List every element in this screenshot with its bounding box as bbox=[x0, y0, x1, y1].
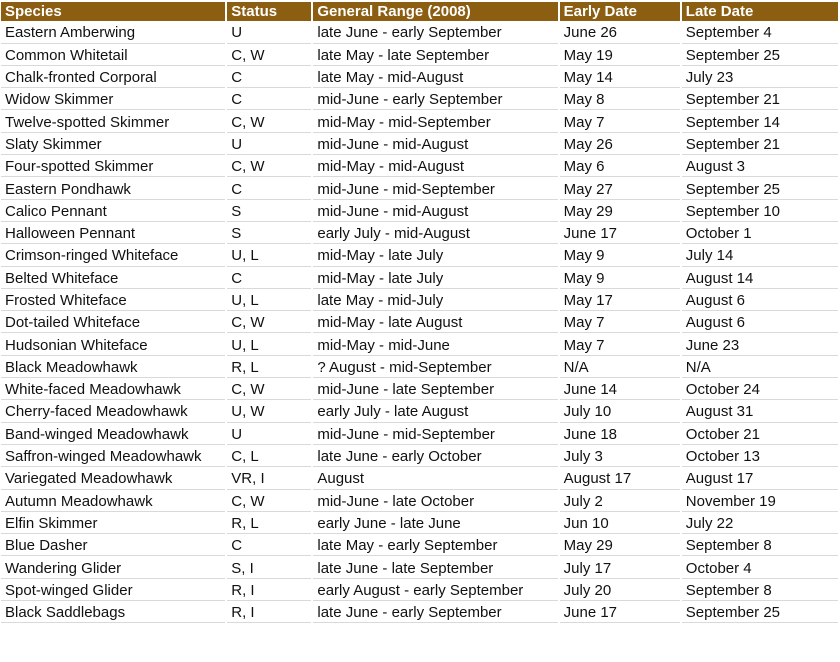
table-row bbox=[1, 157, 838, 177]
late-date-cell: October 21 bbox=[682, 425, 838, 445]
late-date-cell: October 4 bbox=[682, 558, 838, 578]
header-general-range: General Range (2008) bbox=[313, 2, 557, 21]
late-date-cell: July 23 bbox=[682, 68, 838, 88]
range-cell: late May - mid-July bbox=[313, 291, 557, 311]
early-date-cell: May 7 bbox=[560, 313, 680, 333]
status-cell: C, W bbox=[227, 157, 311, 177]
range-cell: mid-May - late August bbox=[313, 313, 557, 333]
species-cell: Band-winged Meadowhawk bbox=[1, 425, 225, 445]
range-cell: mid-June - mid-August bbox=[313, 202, 557, 222]
table-row bbox=[1, 447, 838, 467]
early-date-cell: May 7 bbox=[560, 335, 680, 355]
table-row bbox=[1, 46, 838, 66]
early-date-cell: May 29 bbox=[560, 202, 680, 222]
late-date-cell: July 14 bbox=[682, 246, 838, 266]
status-cell: U, W bbox=[227, 402, 311, 422]
species-cell: Cherry-faced Meadowhawk bbox=[1, 402, 225, 422]
status-cell: C, W bbox=[227, 380, 311, 400]
status-cell: R, L bbox=[227, 358, 311, 378]
late-date-cell: September 25 bbox=[682, 46, 838, 66]
table-row bbox=[1, 469, 838, 489]
range-cell: early July - late August bbox=[313, 402, 557, 422]
range-cell: mid-June - late September bbox=[313, 380, 557, 400]
table-row bbox=[1, 90, 838, 110]
status-cell: S bbox=[227, 224, 311, 244]
table-row bbox=[1, 380, 838, 400]
range-cell: late May - late September bbox=[313, 46, 557, 66]
status-cell: C, L bbox=[227, 447, 311, 467]
species-cell: Blue Dasher bbox=[1, 536, 225, 556]
table-row bbox=[1, 112, 838, 132]
table-row bbox=[1, 224, 838, 244]
early-date-cell: July 2 bbox=[560, 492, 680, 512]
early-date-cell: May 6 bbox=[560, 157, 680, 177]
status-cell: C, W bbox=[227, 492, 311, 512]
table-body bbox=[1, 23, 838, 623]
status-cell: C bbox=[227, 179, 311, 199]
species-cell: Saffron-winged Meadowhawk bbox=[1, 447, 225, 467]
species-cell: Halloween Pennant bbox=[1, 224, 225, 244]
status-cell: C bbox=[227, 68, 311, 88]
early-date-cell: July 17 bbox=[560, 558, 680, 578]
table-row bbox=[1, 425, 838, 445]
status-cell: U, L bbox=[227, 246, 311, 266]
early-date-cell: May 19 bbox=[560, 46, 680, 66]
status-cell: U bbox=[227, 425, 311, 445]
early-date-cell: June 17 bbox=[560, 603, 680, 623]
table-row bbox=[1, 536, 838, 556]
header-row bbox=[1, 2, 838, 21]
late-date-cell: September 21 bbox=[682, 135, 838, 155]
species-cell: Wandering Glider bbox=[1, 558, 225, 578]
early-date-cell: May 27 bbox=[560, 179, 680, 199]
status-cell: U bbox=[227, 135, 311, 155]
status-cell: C bbox=[227, 269, 311, 289]
species-cell: Hudsonian Whiteface bbox=[1, 335, 225, 355]
species-cell: Dot-tailed Whiteface bbox=[1, 313, 225, 333]
early-date-cell: August 17 bbox=[560, 469, 680, 489]
table-row bbox=[1, 581, 838, 601]
late-date-cell: September 10 bbox=[682, 202, 838, 222]
table-row bbox=[1, 135, 838, 155]
species-cell: Black Meadowhawk bbox=[1, 358, 225, 378]
late-date-cell: N/A bbox=[682, 358, 838, 378]
late-date-cell: September 14 bbox=[682, 112, 838, 132]
species-cell: Black Saddlebags bbox=[1, 603, 225, 623]
late-date-cell: October 24 bbox=[682, 380, 838, 400]
species-cell: Slaty Skimmer bbox=[1, 135, 225, 155]
range-cell: mid-May - late July bbox=[313, 269, 557, 289]
late-date-cell: August 31 bbox=[682, 402, 838, 422]
status-cell: S bbox=[227, 202, 311, 222]
early-date-cell: May 29 bbox=[560, 536, 680, 556]
range-cell: mid-June - mid-September bbox=[313, 179, 557, 199]
species-cell: Eastern Pondhawk bbox=[1, 179, 225, 199]
table-row bbox=[1, 23, 838, 43]
late-date-cell: September 4 bbox=[682, 23, 838, 43]
status-cell: C, W bbox=[227, 46, 311, 66]
late-date-cell: September 25 bbox=[682, 179, 838, 199]
range-cell: mid-May - mid-September bbox=[313, 112, 557, 132]
status-cell: C, W bbox=[227, 112, 311, 132]
range-cell: mid-June - late October bbox=[313, 492, 557, 512]
species-cell: Widow Skimmer bbox=[1, 90, 225, 110]
table-row bbox=[1, 269, 838, 289]
species-cell: Autumn Meadowhawk bbox=[1, 492, 225, 512]
range-cell: early June - late June bbox=[313, 514, 557, 534]
status-cell: U, L bbox=[227, 291, 311, 311]
late-date-cell: September 25 bbox=[682, 603, 838, 623]
species-cell: Crimson-ringed Whiteface bbox=[1, 246, 225, 266]
early-date-cell: May 7 bbox=[560, 112, 680, 132]
range-cell: early July - mid-August bbox=[313, 224, 557, 244]
range-cell: August bbox=[313, 469, 557, 489]
early-date-cell: July 20 bbox=[560, 581, 680, 601]
early-date-cell: May 17 bbox=[560, 291, 680, 311]
early-date-cell: N/A bbox=[560, 358, 680, 378]
table-row bbox=[1, 202, 838, 222]
header-late-date: Late Date bbox=[682, 2, 838, 21]
early-date-cell: May 9 bbox=[560, 269, 680, 289]
status-cell: C bbox=[227, 90, 311, 110]
early-date-cell: July 3 bbox=[560, 447, 680, 467]
range-cell: mid-June - mid-September bbox=[313, 425, 557, 445]
table-row bbox=[1, 558, 838, 578]
early-date-cell: May 14 bbox=[560, 68, 680, 88]
range-cell: late June - early October bbox=[313, 447, 557, 467]
header-species: Species bbox=[1, 2, 225, 21]
late-date-cell: August 14 bbox=[682, 269, 838, 289]
species-cell: White-faced Meadowhawk bbox=[1, 380, 225, 400]
late-date-cell: November 19 bbox=[682, 492, 838, 512]
early-date-cell: May 8 bbox=[560, 90, 680, 110]
late-date-cell: October 1 bbox=[682, 224, 838, 244]
early-date-cell: June 26 bbox=[560, 23, 680, 43]
late-date-cell: October 13 bbox=[682, 447, 838, 467]
table-row bbox=[1, 246, 838, 266]
status-cell: VR, I bbox=[227, 469, 311, 489]
table-row bbox=[1, 313, 838, 333]
early-date-cell: May 26 bbox=[560, 135, 680, 155]
species-cell: Four-spotted Skimmer bbox=[1, 157, 225, 177]
status-cell: R, I bbox=[227, 603, 311, 623]
table-row bbox=[1, 68, 838, 88]
late-date-cell: August 17 bbox=[682, 469, 838, 489]
status-cell: C bbox=[227, 536, 311, 556]
late-date-cell: June 23 bbox=[682, 335, 838, 355]
range-cell: late June - early September bbox=[313, 23, 557, 43]
table-row bbox=[1, 358, 838, 378]
table-row bbox=[1, 492, 838, 512]
early-date-cell: July 10 bbox=[560, 402, 680, 422]
status-cell: R, I bbox=[227, 581, 311, 601]
late-date-cell: September 8 bbox=[682, 581, 838, 601]
species-cell: Variegated Meadowhawk bbox=[1, 469, 225, 489]
status-cell: C, W bbox=[227, 313, 311, 333]
range-cell: late June - late September bbox=[313, 558, 557, 578]
table-row bbox=[1, 291, 838, 311]
early-date-cell: May 9 bbox=[560, 246, 680, 266]
range-cell: late May - mid-August bbox=[313, 68, 557, 88]
status-cell: S, I bbox=[227, 558, 311, 578]
range-cell: mid-May - mid-June bbox=[313, 335, 557, 355]
late-date-cell: August 6 bbox=[682, 291, 838, 311]
range-cell: ? August - mid-September bbox=[313, 358, 557, 378]
late-date-cell: September 8 bbox=[682, 536, 838, 556]
status-cell: R, L bbox=[227, 514, 311, 534]
species-cell: Chalk-fronted Corporal bbox=[1, 68, 225, 88]
range-cell: late May - early September bbox=[313, 536, 557, 556]
range-cell: mid-May - mid-August bbox=[313, 157, 557, 177]
late-date-cell: August 6 bbox=[682, 313, 838, 333]
range-cell: mid-June - mid-August bbox=[313, 135, 557, 155]
header-early-date: Early Date bbox=[560, 2, 680, 21]
late-date-cell: August 3 bbox=[682, 157, 838, 177]
early-date-cell: June 18 bbox=[560, 425, 680, 445]
table-row bbox=[1, 402, 838, 422]
species-cell: Elfin Skimmer bbox=[1, 514, 225, 534]
late-date-cell: July 22 bbox=[682, 514, 838, 534]
species-cell: Twelve-spotted Skimmer bbox=[1, 112, 225, 132]
species-cell: Belted Whiteface bbox=[1, 269, 225, 289]
species-cell: Spot-winged Glider bbox=[1, 581, 225, 601]
table-row bbox=[1, 514, 838, 534]
range-cell: late June - early September bbox=[313, 603, 557, 623]
species-cell: Eastern Amberwing bbox=[1, 23, 225, 43]
header-status: Status bbox=[227, 2, 311, 21]
status-cell: U bbox=[227, 23, 311, 43]
species-cell: Common Whitetail bbox=[1, 46, 225, 66]
status-cell: U, L bbox=[227, 335, 311, 355]
table-row bbox=[1, 603, 838, 623]
table-row bbox=[1, 179, 838, 199]
species-cell: Calico Pennant bbox=[1, 202, 225, 222]
species-cell: Frosted Whiteface bbox=[1, 291, 225, 311]
early-date-cell: June 17 bbox=[560, 224, 680, 244]
early-date-cell: Jun 10 bbox=[560, 514, 680, 534]
range-cell: mid-June - early September bbox=[313, 90, 557, 110]
range-cell: mid-May - late July bbox=[313, 246, 557, 266]
late-date-cell: September 21 bbox=[682, 90, 838, 110]
table-row bbox=[1, 335, 838, 355]
early-date-cell: June 14 bbox=[560, 380, 680, 400]
range-cell: early August - early September bbox=[313, 581, 557, 601]
